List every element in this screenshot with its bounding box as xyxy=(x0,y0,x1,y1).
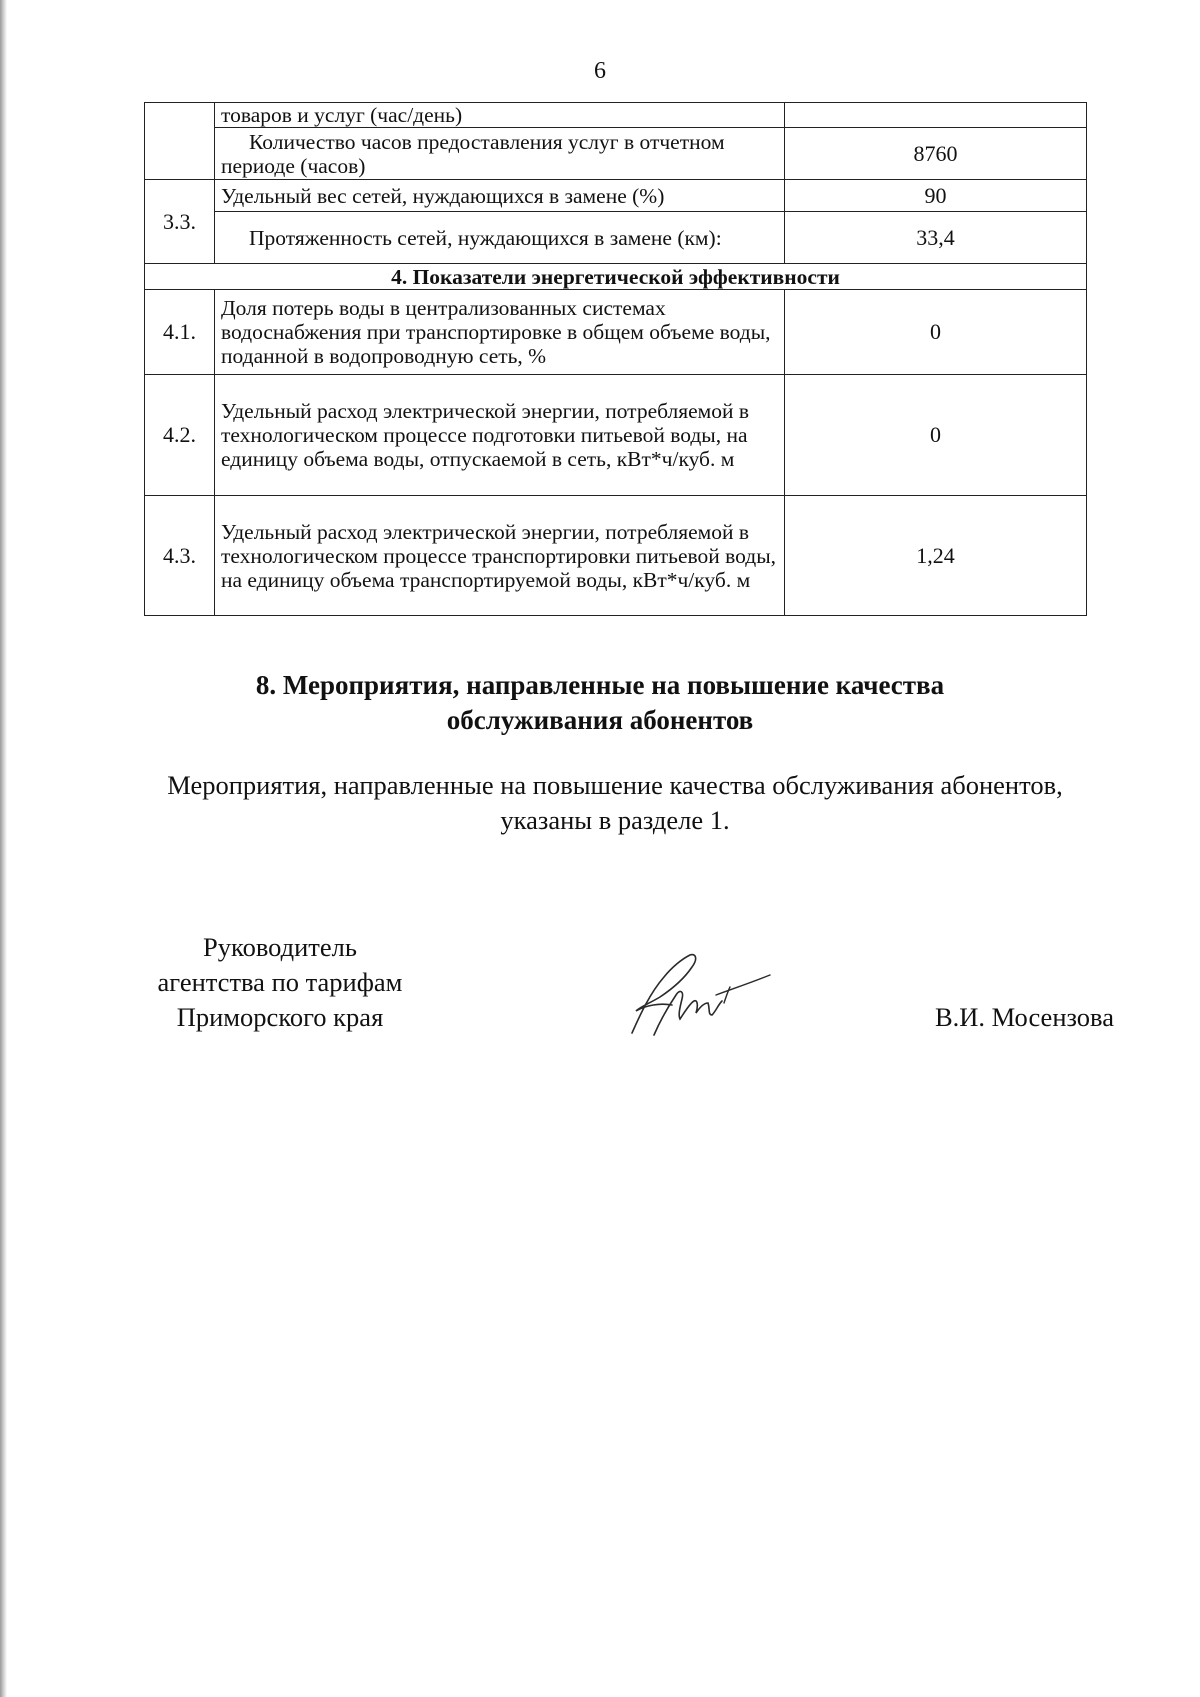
scan-left-edge xyxy=(0,0,7,1697)
row-value xyxy=(785,103,1087,128)
section-heading: 4. Показатели энергетической эффективности xyxy=(145,264,1087,290)
table-row xyxy=(145,212,1087,264)
row-number: 3.3. xyxy=(145,180,215,264)
row-value: 33,4 xyxy=(785,212,1087,264)
table-row xyxy=(145,180,1087,212)
section-8-text-line: указаны в разделе 1. xyxy=(500,805,730,835)
page-number: 6 xyxy=(594,58,606,84)
section-8-title xyxy=(0,668,1200,738)
signer-position xyxy=(130,930,430,1035)
row-description: Удельный расход электрической энергии, потребляемой в технологическом процессе подготовки питьевой воды, на единицу объема воды, отпускаемой в сеть, кВт*ч/куб. м xyxy=(215,375,785,496)
row-number xyxy=(145,103,215,180)
row-value: 0 xyxy=(785,290,1087,375)
row-value: 1,24 xyxy=(785,496,1087,616)
signer-name: В.И. Мосензова xyxy=(934,1002,1114,1032)
row-value: 8760 xyxy=(785,128,1087,180)
row-description: Удельный расход электрической энергии, потребляемой в технологическом процессе транспортировки питьевой воды, на единицу объема транспортируемой воды, кВт*ч/куб. м xyxy=(215,496,785,616)
row-number: 4.2. xyxy=(145,375,215,496)
section-8-text-line: Мероприятия, направленные на повышение качества обслуживания абонентов, xyxy=(167,770,1063,800)
signer-position-line: Приморского края xyxy=(176,1002,384,1032)
handwritten-signature xyxy=(620,945,780,1045)
table-row xyxy=(145,128,1087,180)
row-number: 4.1. xyxy=(145,290,215,375)
section-8-title-line: 8. Мероприятия, направленные на повышение качества xyxy=(255,670,945,700)
signer-position-line: Руководитель xyxy=(203,932,357,962)
indicators-table xyxy=(144,102,1087,616)
row-description: Протяженность сетей, нуждающихся в замене (км): xyxy=(215,212,785,264)
table-row xyxy=(145,375,1087,496)
row-description: Доля потерь воды в централизованных системах водоснабжения при транспортировке в общем объеме воды, поданной в водопроводную сеть, % xyxy=(215,290,785,375)
signer-position-line: агентства по тарифам xyxy=(157,967,403,997)
row-value: 0 xyxy=(785,375,1087,496)
row-description: товаров и услуг (час/день) xyxy=(215,103,785,128)
row-description: Количество часов предоставления услуг в отчетном периоде (часов) xyxy=(215,128,785,180)
table-row xyxy=(145,290,1087,375)
table-section-row xyxy=(145,264,1087,290)
section-8-title-line: обслуживания абонентов xyxy=(446,705,754,735)
row-number: 4.3. xyxy=(145,496,215,616)
section-8-text xyxy=(100,768,1130,838)
table-row xyxy=(145,496,1087,616)
table-row xyxy=(145,103,1087,128)
row-value: 90 xyxy=(785,180,1087,212)
row-description: Удельный вес сетей, нуждающихся в замене (%) xyxy=(215,180,785,212)
